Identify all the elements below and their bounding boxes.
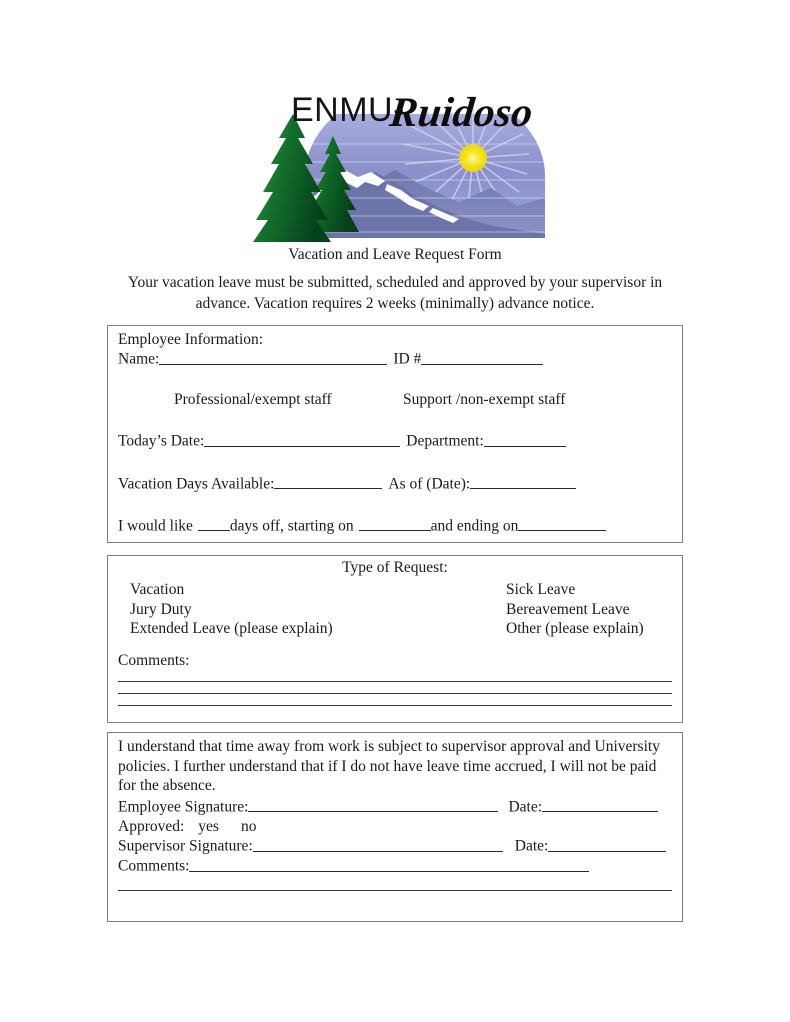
employee-signature-row [118,797,672,817]
supervisor-signature-input[interactable] [253,836,503,852]
logo-brand-primary: ENMU- [291,91,405,129]
employee-signature-input[interactable] [248,797,498,813]
approved-row [118,817,672,836]
start-date-input[interactable] [359,516,431,532]
sun-icon [459,144,487,172]
logo-brand-script: Ruidoso [387,89,535,136]
request-option-sick-leave[interactable]: Sick Leave [506,581,576,598]
intro-paragraph: Your vacation leave must be submitted, scheduled and approved by your supervisor in advance. Vacation requires 2 weeks (minimally) advance notice. [127,274,663,312]
acknowledgement-comment-line-1[interactable] [118,890,672,891]
request-option-vacation[interactable]: Vacation [130,581,185,598]
request-options-left [130,580,333,639]
as-of-label: As of (Date): [388,475,471,493]
type-of-request-box [107,555,683,723]
approved-label: Approved: [118,817,185,835]
request-comment-line-1[interactable] [118,681,672,682]
todays-date-input[interactable] [204,431,400,447]
request-option-bereavement-leave[interactable]: Bereavement Leave [506,600,630,618]
request-options-right [506,580,644,639]
employee-date-input[interactable] [542,797,658,813]
employee-information-box [107,325,683,543]
request-option-other[interactable]: Other (please explain) [506,620,644,638]
approved-no-option[interactable]: no [240,817,257,835]
employee-date-label: Date: [508,798,543,816]
request-mid-label: days off, starting on [229,517,354,535]
vacation-days-input[interactable] [274,474,382,490]
acknowledgement-comments-label: Comments: [118,857,190,875]
acknowledgement-statement: I understand that time away from work is subject to supervisor approval and University policies. I further understand that if I do not have leave time accrued, I will not be paid for the absence. [118,738,660,795]
page-title: Vacation and Leave Request Form [288,246,502,263]
id-input[interactable] [421,349,543,365]
request-and-label: and ending on [430,517,519,535]
as-of-date-input[interactable] [470,474,576,490]
department-label: Department: [406,433,484,451]
todays-date-label: Today’s Date: [118,433,205,451]
request-comments-label: Comments: [118,652,190,669]
enmu-ruidoso-logo [245,84,545,242]
vacation-days-row [118,474,672,494]
approved-yes-option[interactable]: yes [198,817,219,835]
request-comment-line-3[interactable] [118,705,672,706]
request-prefix-label: I would like [118,517,193,535]
type-of-request-heading: Type of Request: [342,559,448,576]
name-row [118,349,672,369]
staff-type-professional-option[interactable]: Professional/exempt staff [174,391,332,409]
acknowledgement-comments-row [118,856,672,876]
end-date-input[interactable] [518,516,606,532]
name-label: Name: [118,351,160,369]
request-options-grid [118,580,672,640]
staff-type-row [118,391,672,411]
employee-information-heading: Employee Information: [118,331,264,348]
acknowledgement-box [107,732,683,922]
days-off-request-row [118,516,672,536]
acknowledgement-comments-input[interactable] [189,856,589,872]
vacation-days-label: Vacation Days Available: [118,475,275,493]
supervisor-date-label: Date: [514,837,549,855]
supervisor-signature-row [118,836,672,856]
request-comment-line-2[interactable] [118,693,672,694]
name-input[interactable] [159,349,387,365]
employee-signature-label: Employee Signature: [118,798,249,816]
days-off-count-input[interactable] [198,516,230,532]
request-option-extended-leave[interactable]: Extended Leave (please explain) [130,620,333,638]
department-input[interactable] [484,431,566,447]
todays-date-row [118,431,672,451]
request-option-jury-duty[interactable]: Jury Duty [130,600,192,618]
logo-artwork [245,84,545,242]
staff-type-support-option[interactable]: Support /non-exempt staff [403,391,566,409]
supervisor-signature-label: Supervisor Signature: [118,837,253,855]
supervisor-date-input[interactable] [548,836,666,852]
id-label: ID # [393,351,422,369]
